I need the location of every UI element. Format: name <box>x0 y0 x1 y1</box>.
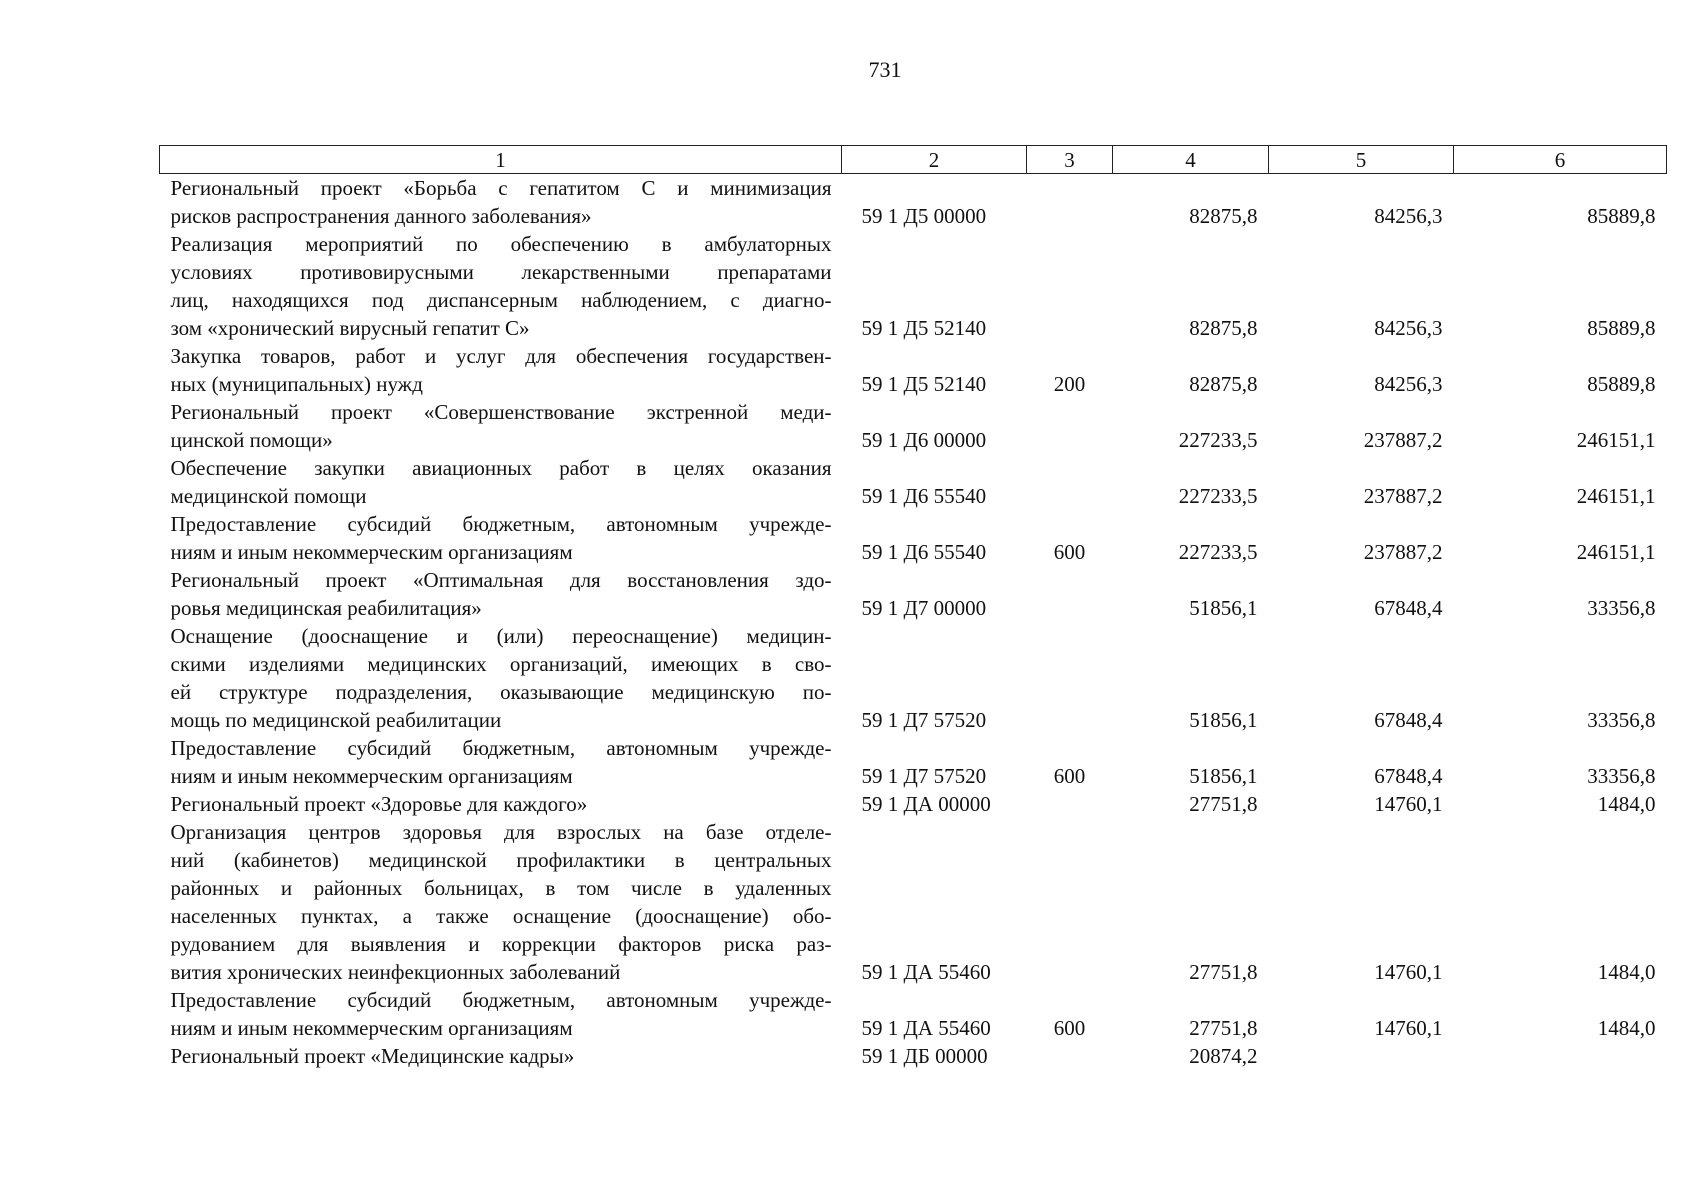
row-value-5-cell: 237887,2 <box>1363 428 1443 452</box>
row-name-line: цинской помощи» <box>170 428 333 452</box>
row-code-cell: 59 1 Д6 55540 <box>861 540 987 564</box>
table-row <box>160 790 1667 818</box>
row-name-line: ниям и иным некоммерческим организациям <box>170 540 573 564</box>
row-code-cell: 59 1 Д6 55540 <box>861 484 987 508</box>
header-row <box>160 146 1667 174</box>
row-name-line: Региональный проект «Совершенствование экстренной меди- <box>170 400 832 424</box>
row-name-line: Обеспечение закупки авиационных работ в целях оказания <box>170 456 832 480</box>
row-name-line: Предоставление субсидий бюджетным, автономным учрежде- <box>170 736 832 760</box>
row-name-cell <box>160 734 842 790</box>
row-name-line: мощь по медицинской реабилитации <box>170 708 502 732</box>
row-value-5-cell: 84256,3 <box>1374 372 1443 396</box>
row-name-line: медицинской помощи <box>170 484 367 508</box>
row-type-cell <box>1027 230 1113 342</box>
row-value-4-cell: 227233,5 <box>1178 484 1258 508</box>
table-row <box>160 622 1667 734</box>
row-name-line: Региональный проект «Медицинские кадры» <box>170 1044 575 1068</box>
row-name-cell <box>160 230 842 342</box>
row-value-5-cell: 67848,4 <box>1374 764 1443 788</box>
row-value-6-cell: 246151,1 <box>1576 484 1656 508</box>
row-code-cell: 59 1 ДА 55460 <box>861 960 991 984</box>
row-name-cell <box>160 510 842 566</box>
row-type-cell: 600 <box>1053 540 1086 564</box>
table-row <box>160 174 1667 231</box>
row-name-cell <box>160 566 842 622</box>
row-code-cell: 59 1 ДБ 00000 <box>861 1044 988 1068</box>
row-value-4-cell: 82875,8 <box>1189 372 1258 396</box>
row-name-line: условиях противовирусными лекарственными препаратами <box>170 260 832 284</box>
row-name-cell <box>160 398 842 454</box>
row-value-4-cell: 227233,5 <box>1178 540 1258 564</box>
row-code-cell: 59 1 Д6 00000 <box>861 428 987 452</box>
row-value-5-cell: 67848,4 <box>1374 596 1443 620</box>
table-body <box>160 174 1667 1071</box>
row-code-cell: 59 1 Д7 57520 <box>861 764 987 788</box>
row-value-6-cell: 33356,8 <box>1587 596 1656 620</box>
row-type-cell <box>1027 790 1113 818</box>
row-code-cell: 59 1 Д7 57520 <box>861 708 987 732</box>
row-name-line: ных (муниципальных) нужд <box>170 372 423 396</box>
row-type-cell <box>1027 818 1113 986</box>
row-value-5-cell: 237887,2 <box>1363 540 1443 564</box>
row-name-cell <box>160 454 842 510</box>
row-value-5-cell: 84256,3 <box>1374 316 1443 340</box>
row-value-4-cell: 20874,2 <box>1189 1044 1258 1068</box>
row-value-6-cell: 33356,8 <box>1587 708 1656 732</box>
row-value-5-cell: 14760,1 <box>1374 792 1443 816</box>
row-type-cell <box>1027 398 1113 454</box>
row-name-line: скими изделиями медицинских организаций, имеющих в сво- <box>170 652 832 676</box>
row-type-cell: 600 <box>1053 1016 1086 1040</box>
row-value-6-cell: 33356,8 <box>1587 764 1656 788</box>
row-value-4-cell: 27751,8 <box>1189 960 1258 984</box>
table-row <box>160 818 1667 986</box>
row-name-line: Предоставление субсидий бюджетным, автономным учрежде- <box>170 988 832 1012</box>
row-type-cell <box>1027 622 1113 734</box>
row-type-cell <box>1027 1042 1113 1070</box>
row-name-cell <box>160 1042 842 1070</box>
row-value-5-cell: 84256,3 <box>1374 204 1443 228</box>
row-value-5-cell <box>1269 1042 1454 1070</box>
table-row <box>160 734 1667 790</box>
row-code-cell: 59 1 Д7 00000 <box>861 596 987 620</box>
row-value-4-cell: 27751,8 <box>1189 1016 1258 1040</box>
row-type-cell: 600 <box>1053 764 1086 788</box>
row-code-cell: 59 1 ДА 00000 <box>861 792 991 816</box>
row-name-line: ровья медицинская реабилитация» <box>170 596 482 620</box>
column-header-6: 6 <box>1454 146 1667 174</box>
column-header-4: 4 <box>1113 146 1269 174</box>
row-type-cell <box>1027 174 1113 231</box>
row-value-6-cell: 85889,8 <box>1587 316 1656 340</box>
row-type-cell: 200 <box>1053 372 1086 396</box>
table-row <box>160 1042 1667 1070</box>
table-row <box>160 398 1667 454</box>
row-name-line: ниям и иным некоммерческим организациям <box>170 764 573 788</box>
row-name-line: Региональный проект «Здоровье для каждого» <box>170 792 588 816</box>
row-name-cell <box>160 986 842 1042</box>
table-row <box>160 986 1667 1042</box>
row-name-line: Региональный проект «Борьба с гепатитом С и минимизация <box>170 176 832 200</box>
column-header-5: 5 <box>1269 146 1454 174</box>
row-name-cell <box>160 342 842 398</box>
row-name-line: лиц, находящихся под диспансерным наблюдением, с диагно- <box>170 288 832 312</box>
row-value-6-cell: 246151,1 <box>1576 540 1656 564</box>
row-value-4-cell: 82875,8 <box>1189 204 1258 228</box>
row-value-5-cell: 67848,4 <box>1374 708 1443 732</box>
row-value-6-cell: 1484,0 <box>1597 1016 1656 1040</box>
row-code-cell: 59 1 ДА 55460 <box>861 1016 991 1040</box>
row-value-4-cell: 51856,1 <box>1189 596 1258 620</box>
table-row <box>160 342 1667 398</box>
row-value-6-cell: 85889,8 <box>1587 204 1656 228</box>
row-name-cell <box>160 622 842 734</box>
row-name-line: рудованием для выявления и коррекции факторов риска раз- <box>170 932 832 956</box>
budget-table <box>159 145 1667 1070</box>
row-value-4-cell: 51856,1 <box>1189 708 1258 732</box>
row-code-cell: 59 1 Д5 00000 <box>861 204 987 228</box>
row-value-5-cell: 14760,1 <box>1374 960 1443 984</box>
row-name-cell <box>160 790 842 818</box>
row-value-6-cell <box>1454 1042 1667 1070</box>
row-name-line: вития хронических неинфекционных заболеваний <box>170 960 621 984</box>
table-row <box>160 454 1667 510</box>
row-name-line: зом «хронический вирусный гепатит С» <box>170 316 530 340</box>
row-type-cell <box>1027 454 1113 510</box>
table-row <box>160 566 1667 622</box>
table-row <box>160 510 1667 566</box>
row-value-6-cell: 85889,8 <box>1587 372 1656 396</box>
row-code-cell: 59 1 Д5 52140 <box>861 372 987 396</box>
column-header-3: 3 <box>1027 146 1113 174</box>
row-value-6-cell: 1484,0 <box>1597 792 1656 816</box>
row-name-line: населенных пунктах, а также оснащение (дооснащение) обо- <box>170 904 832 928</box>
page-number: 731 <box>868 57 902 82</box>
row-name-line: рисков распространения данного заболевания» <box>170 204 592 228</box>
row-name-line: Оснащение (дооснащение и (или) переоснащение) медицин- <box>170 624 832 648</box>
row-value-5-cell: 14760,1 <box>1374 1016 1443 1040</box>
column-header-1: 1 <box>160 146 842 174</box>
row-value-5-cell: 237887,2 <box>1363 484 1443 508</box>
row-name-cell <box>160 174 842 231</box>
row-value-4-cell: 27751,8 <box>1189 792 1258 816</box>
row-value-4-cell: 51856,1 <box>1189 764 1258 788</box>
row-code-cell: 59 1 Д5 52140 <box>861 316 987 340</box>
row-value-4-cell: 227233,5 <box>1178 428 1258 452</box>
row-name-line: ний (кабинетов) медицинской профилактики в центральных <box>170 848 832 872</box>
row-name-line: Предоставление субсидий бюджетным, автономным учрежде- <box>170 512 832 536</box>
row-name-line: Организация центров здоровья для взрослых на базе отделе- <box>170 820 832 844</box>
row-value-6-cell: 246151,1 <box>1576 428 1656 452</box>
column-header-2: 2 <box>842 146 1027 174</box>
row-name-line: районных и районных больницах, в том числе в удаленных <box>170 876 832 900</box>
row-name-cell <box>160 818 842 986</box>
row-name-line: ниям и иным некоммерческим организациям <box>170 1016 573 1040</box>
row-value-4-cell: 82875,8 <box>1189 316 1258 340</box>
table-row <box>160 230 1667 342</box>
row-name-line: Региональный проект «Оптимальная для восстановления здо- <box>170 568 832 592</box>
row-value-6-cell: 1484,0 <box>1597 960 1656 984</box>
row-name-line: Закупка товаров, работ и услуг для обеспечения государствен- <box>170 344 832 368</box>
row-name-line: Реализация мероприятий по обеспечению в амбулаторных <box>170 232 832 256</box>
row-type-cell <box>1027 566 1113 622</box>
row-name-line: ей структуре подразделения, оказывающие медицинскую по- <box>170 680 832 704</box>
